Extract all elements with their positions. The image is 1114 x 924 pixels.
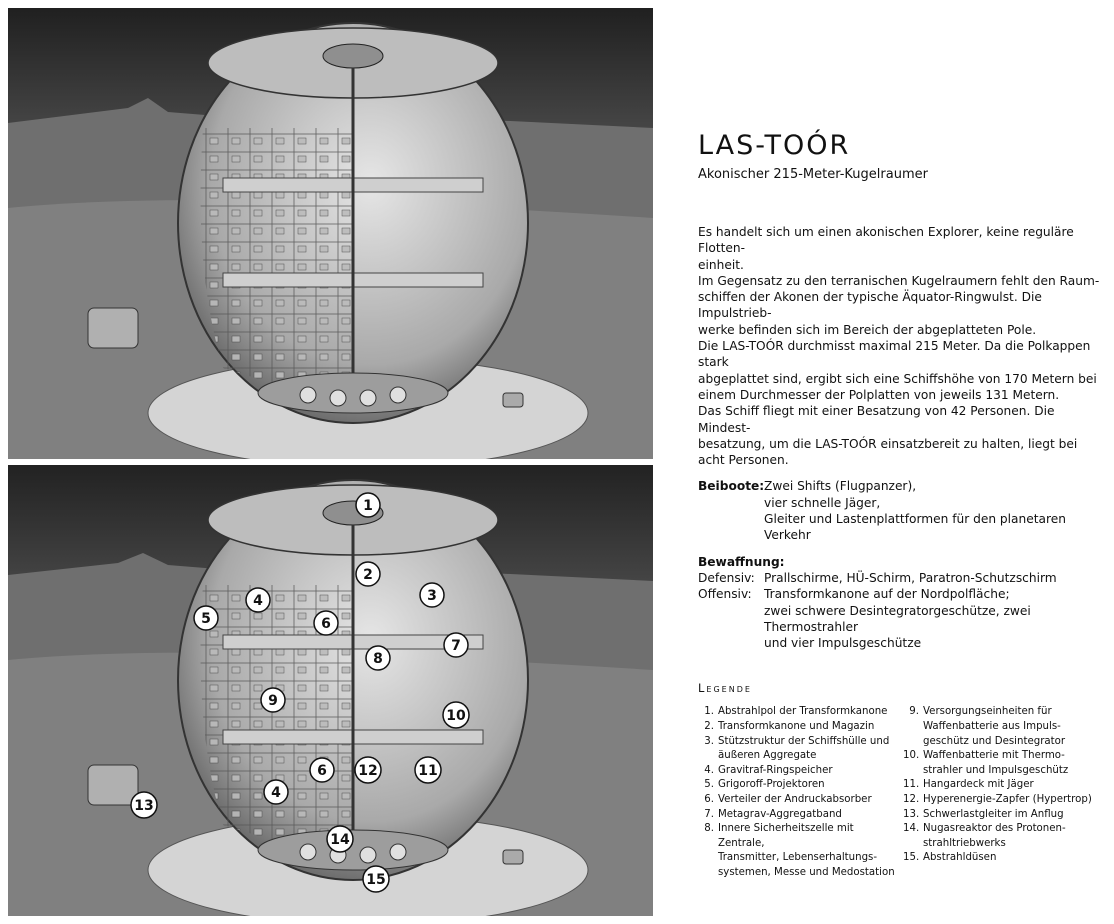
legend-item [698, 705, 903, 720]
legend-num: 15. [903, 852, 920, 864]
legend-text [923, 822, 1066, 851]
callout-marker [415, 757, 441, 783]
legend-num: 13. [903, 808, 920, 820]
legend-text [923, 808, 1064, 823]
legend-text [718, 793, 872, 808]
legend-column-2 [903, 705, 1103, 880]
legend-line: Hangardeck mit Jäger [923, 779, 1034, 791]
article-text [698, 130, 1103, 881]
callout-marker [356, 493, 380, 517]
callout-label: 12 [358, 763, 378, 779]
legend-num: 1. [704, 706, 714, 718]
callout-marker [327, 826, 353, 852]
beiboote-section [698, 478, 1103, 543]
offensiv-line: Transformkanone auf der Nordpolfläche; [764, 587, 1010, 602]
beiboote-label: Beiboote: [698, 479, 765, 494]
callout-marker [261, 688, 285, 712]
bewaffnung-label: Bewaffnung: [698, 554, 785, 569]
legend-item [903, 808, 1103, 823]
legend-item [903, 749, 1103, 778]
description-line: schiffen der Akonen der typische Äquator-Ringwulst. Die Impulstrieb- [698, 290, 1042, 321]
legend-text [718, 735, 889, 764]
page-title: LAS-TOÓR [698, 130, 851, 161]
legend-num: 4. [704, 764, 714, 776]
description-line: Im Gegensatz zu den terranischen Kugelraumern fehlt den Raum- [698, 273, 1100, 288]
legend-text [923, 705, 1065, 749]
callout-marker [444, 633, 468, 657]
legend-text [718, 720, 874, 735]
offensiv-values [764, 586, 1103, 651]
offensiv-line: und vier Impulsgeschütze [764, 636, 922, 651]
legend-line: Verteiler der Andruckabsorber [718, 793, 872, 805]
legend [698, 705, 1103, 880]
callout-label: 14 [330, 832, 350, 848]
beiboote-line: Gleiter und Lastenplattformen für den planetaren Verkehr [764, 512, 1066, 543]
callout-label: 4 [253, 593, 263, 609]
offensiv-row [698, 586, 1103, 651]
legend-item [903, 778, 1103, 793]
legend-text [718, 705, 887, 720]
legend-item [698, 808, 903, 823]
legend-num: 9. [909, 706, 919, 718]
defensiv-values [764, 570, 1057, 586]
legend-line: Transformkanone und Magazin [718, 721, 875, 733]
callout-marker [264, 780, 288, 804]
description-line: Es handelt sich um einen akonischen Explorer, keine reguläre Flotten- [698, 225, 1074, 256]
legend-item [903, 793, 1103, 808]
description [698, 224, 1103, 468]
legend-item [903, 822, 1103, 851]
legend-text [718, 764, 833, 779]
legend-line: Transmitter, Lebenserhaltungs- [718, 852, 878, 864]
callout-label: 10 [446, 708, 466, 724]
legend-line: äußeren Aggregate [718, 750, 817, 762]
callout-label: 1 [363, 498, 373, 514]
offensiv-label: Offensiv: [698, 587, 752, 602]
callout-marker [194, 606, 218, 630]
description-line: einheit. [698, 257, 744, 272]
description-line: werke befinden sich im Bereich der abgeplatteten Pole. [698, 322, 1037, 337]
callout-label: 6 [321, 616, 331, 632]
callout-marker [131, 792, 157, 818]
legend-line: Metagrav-Aggregatband [718, 808, 842, 820]
defensiv-row [698, 570, 1103, 586]
legend-line: Abstrahlpol der Transformkanone [718, 706, 888, 718]
legend-num: 10. [903, 750, 920, 762]
legend-num: 14. [903, 823, 920, 835]
callout-label: 13 [134, 798, 154, 814]
cutaway-illustration-labeled [8, 465, 653, 916]
callout-label: 5 [201, 611, 211, 627]
legend-num: 2. [704, 721, 714, 733]
callout-marker [310, 758, 334, 782]
callout-marker [366, 646, 390, 670]
legend-line: strahltriebwerks [923, 837, 1006, 849]
legend-item [698, 764, 903, 779]
legend-line: geschütz und Desintegrator [923, 735, 1066, 747]
legend-num: 3. [704, 735, 714, 747]
legend-text [923, 778, 1034, 793]
legend-num: 5. [704, 779, 714, 791]
legend-line: Stützstruktur der Schiffshülle und [718, 735, 890, 747]
legend-line: Abstrahldüsen [923, 852, 997, 864]
legend-item [698, 720, 903, 735]
offensiv-line: zwei schwere Desintegratorgeschütze, zwei Thermostrahler [764, 603, 1031, 634]
legend-num: 7. [704, 808, 714, 820]
callout-marker [246, 588, 270, 612]
callout-label: 9 [268, 693, 278, 709]
legend-line: Gravitraf-Ringspeicher [718, 764, 833, 776]
legend-line: Hyperenergie-Zapfer (Hypertrop) [923, 793, 1092, 805]
callout-label: 4 [271, 785, 281, 801]
beiboote-values [764, 478, 1103, 543]
callout-marker [356, 562, 380, 586]
legend-line: Waffenbatterie aus Impuls- [923, 721, 1061, 733]
legend-num: 8. [704, 823, 714, 835]
callout-marker [420, 583, 444, 607]
defensiv-label: Defensiv: [698, 570, 755, 585]
callout-label: 6 [317, 763, 327, 779]
description-line: acht Personen. [698, 453, 789, 468]
legend-text [718, 778, 825, 793]
callout-label: 8 [373, 651, 383, 667]
legend-item [903, 851, 1103, 866]
legend-num: 11. [903, 779, 920, 791]
legend-line: Nugasreaktor des Protonen- [923, 823, 1066, 835]
beiboote-line: vier schnelle Jäger, [764, 495, 881, 510]
defensiv-line: Prallschirme, HÜ-Schirm, Paratron-Schutzschirm [764, 570, 1057, 585]
legend-num: 6. [704, 793, 714, 805]
beiboote-line: Zwei Shifts (Flugpanzer), [764, 479, 917, 494]
legend-line: Innere Sicherheitszelle mit Zentrale, [718, 823, 854, 849]
legend-line: systemen, Messe und Medostation [718, 866, 895, 878]
page-subtitle: Akonischer 215-Meter-Kugelraumer [698, 167, 928, 182]
legend-num: 12. [903, 793, 920, 805]
legend-item [698, 793, 903, 808]
legend-item [698, 822, 903, 880]
legend-text [923, 749, 1068, 778]
description-line: abgeplattet sind, ergibt sich eine Schiffshöhe von 170 Metern bei [698, 371, 1097, 386]
description-line: Das Schiff fliegt mit einer Besatzung von 42 Personen. Die Mindest- [698, 404, 1055, 435]
legend-text [718, 822, 903, 880]
callout-label: 7 [451, 638, 461, 654]
legend-text [718, 808, 842, 823]
legend-item [903, 705, 1103, 749]
legend-item [698, 735, 903, 764]
legend-text [923, 851, 996, 866]
ship-cutaway-drawing [8, 8, 653, 459]
legend-line: Schwerlastgleiter im Anflug [923, 808, 1064, 820]
description-line: besatzung, um die LAS-TOÓR einsatzbereit zu halten, liegt bei [698, 436, 1078, 451]
bewaffnung-section [698, 554, 1103, 652]
ship-cutaway-labeled-drawing [8, 465, 653, 916]
callout-label: 2 [363, 567, 373, 583]
description-line: einem Durchmesser der Polplatten von jeweils 131 Metern. [698, 387, 1060, 402]
legend-heading: Legende [698, 681, 752, 696]
legend-column-1 [698, 705, 903, 880]
description-line: Die LAS-TOÓR durchmisst maximal 215 Meter. Da die Polkappen stark [698, 339, 1091, 370]
legend-item [698, 778, 903, 793]
cutaway-illustration-top [8, 8, 653, 459]
callout-marker [355, 757, 381, 783]
legend-text [923, 793, 1092, 808]
callout-label: 3 [427, 588, 437, 604]
legend-line: Waffenbatterie mit Thermo- [923, 750, 1065, 762]
legend-line: strahler und Impulsgeschütz [923, 764, 1069, 776]
callout-marker [314, 611, 338, 635]
legend-line: Grigoroff-Projektoren [718, 779, 825, 791]
callout-marker [363, 866, 389, 892]
legend-line: Versorgungseinheiten für [923, 706, 1052, 718]
callout-label: 11 [418, 763, 438, 779]
callout-marker [443, 702, 469, 728]
callout-label: 15 [366, 872, 386, 888]
